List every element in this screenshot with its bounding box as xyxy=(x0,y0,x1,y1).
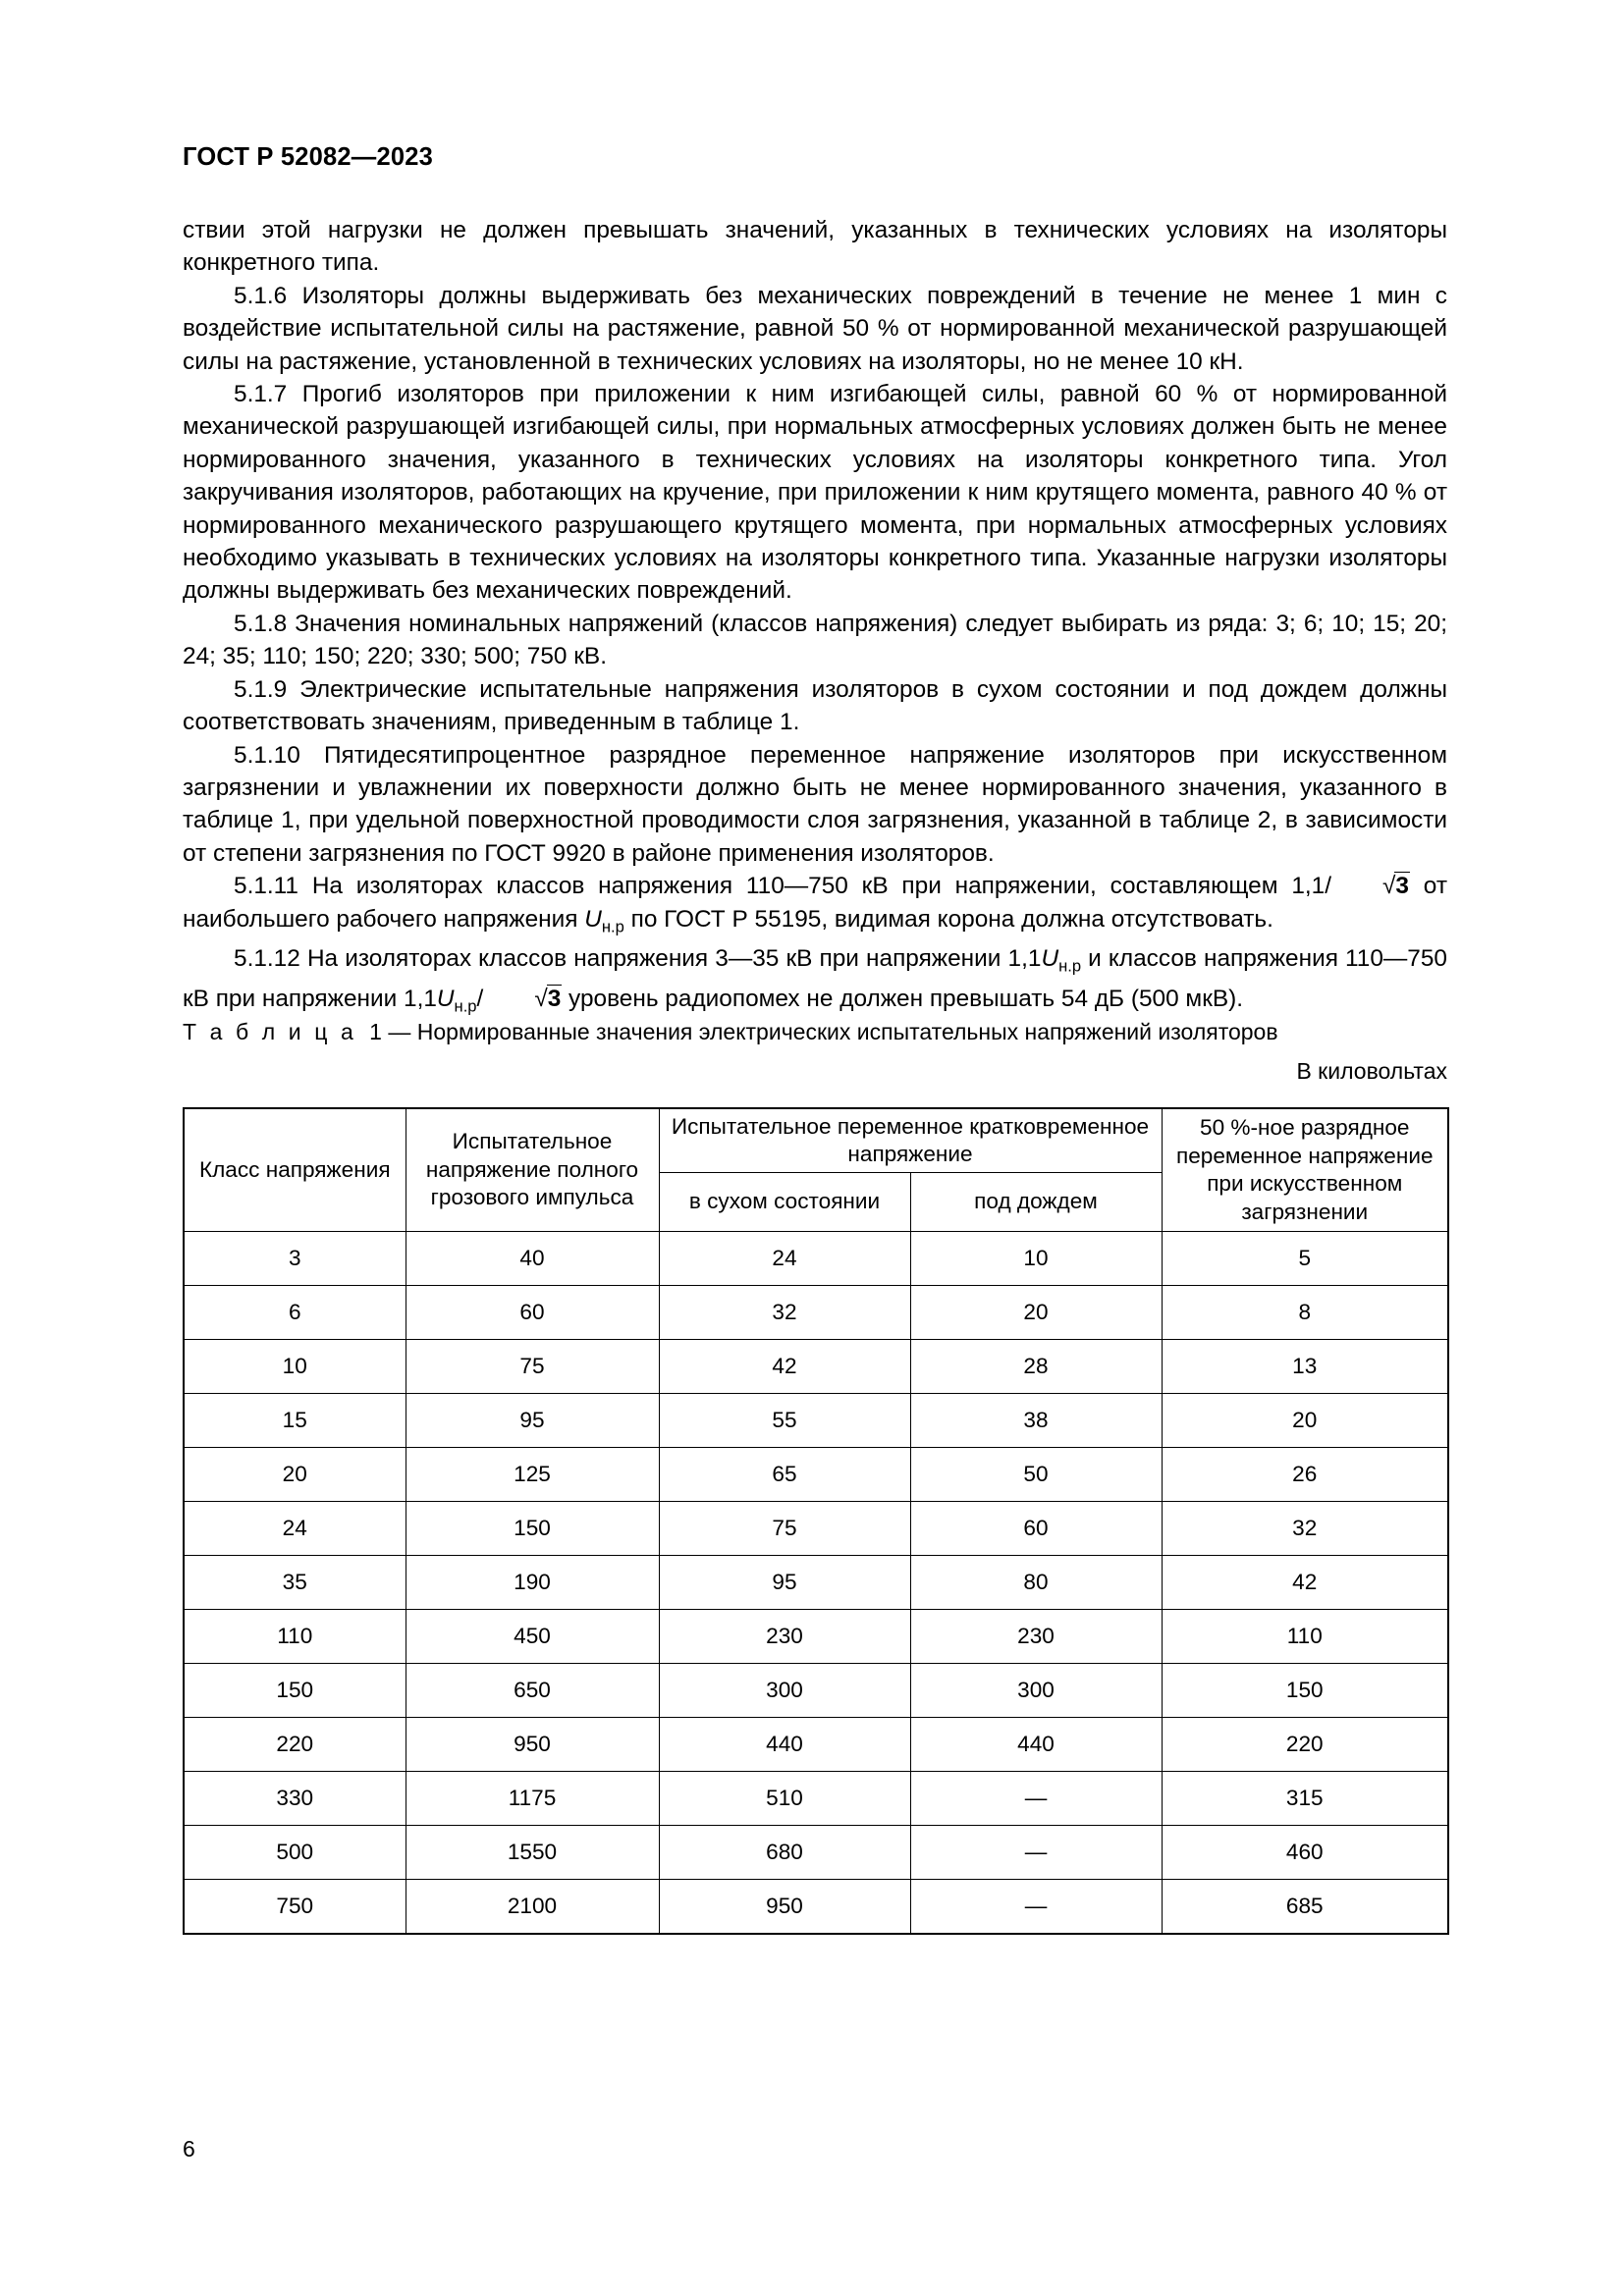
cell-dry: 42 xyxy=(659,1340,910,1394)
variable-symbol: U xyxy=(584,905,602,933)
table-1 xyxy=(183,1107,1449,1935)
header-impulse-voltage: Испытательное напряжение полного грозового импульса xyxy=(406,1108,659,1232)
para-5-1-12-text-1: 5.1.12 На изоляторах классов напряжения 3—35 кВ при напряжении 1,1 xyxy=(234,945,1042,973)
cell-pollution: 110 xyxy=(1162,1610,1448,1664)
page-number: 6 xyxy=(183,2136,195,2162)
paragraph-5-1-10: 5.1.10 Пятидесятипроцентное разрядное переменное напряжение изоляторов при искусственном загрязнении и увлажнении их поверхности должно быть не менее нормированного значения, указанного в таблице 1, при удельной поверхностной проводимости слоя загрязнения, указанной в таблице 2, в зависимости от степени загрязнения по ГОСТ 9920 в районе применения изоляторов. xyxy=(183,741,1447,867)
cell-pollution: 32 xyxy=(1162,1502,1448,1556)
cell-impulse: 95 xyxy=(406,1394,659,1448)
cell-rain: 20 xyxy=(910,1286,1162,1340)
cell-klass: 6 xyxy=(184,1286,406,1340)
table-row xyxy=(184,1232,1448,1286)
cell-pollution: 315 xyxy=(1162,1772,1448,1826)
cell-rain: — xyxy=(910,1880,1162,1935)
paragraph-5-1-6: 5.1.6 Изоляторы должны выдерживать без механических повреждений в течение не менее 1 мин с воздействие испытательной силы на растяжение, равной 50 % от нормированной механической разрушающей силы на растяжение, установленной в технических условиях на изоляторы, но не менее 10 кН. xyxy=(183,282,1447,375)
cell-impulse: 1550 xyxy=(406,1826,659,1880)
cell-impulse: 2100 xyxy=(406,1880,659,1935)
paragraph-5-1-8: 5.1.8 Значения номинальных напряжений (классов напряжения) следует выбирать из ряда: 3; 6; 10; 15; 20; 24; 35; 110; 150; 220; 330; 500; 750 кВ. xyxy=(183,610,1447,670)
cell-klass: 150 xyxy=(184,1664,406,1718)
cell-klass: 500 xyxy=(184,1826,406,1880)
cell-pollution: 26 xyxy=(1162,1448,1448,1502)
cell-impulse: 950 xyxy=(406,1718,659,1772)
header-under-rain: под дождем xyxy=(910,1173,1162,1232)
table-caption-number: 1 xyxy=(369,1019,382,1044)
division-slash: / xyxy=(476,985,484,1012)
cell-rain: 80 xyxy=(910,1556,1162,1610)
cell-klass: 330 xyxy=(184,1772,406,1826)
cell-dry: 510 xyxy=(659,1772,910,1826)
cell-pollution: 685 xyxy=(1162,1880,1448,1935)
cell-impulse: 650 xyxy=(406,1664,659,1718)
cell-dry: 32 xyxy=(659,1286,910,1340)
cell-rain: 440 xyxy=(910,1718,1162,1772)
cell-klass: 3 xyxy=(184,1232,406,1286)
paragraph-5-1-11 xyxy=(183,870,1447,942)
table-row xyxy=(184,1772,1448,1826)
cell-klass: 110 xyxy=(184,1610,406,1664)
cell-klass: 24 xyxy=(184,1502,406,1556)
para-5-1-12-text-3: уровень радиопомех не должен превышать 54 дБ (500 мкВ). xyxy=(562,985,1244,1012)
cell-rain: — xyxy=(910,1826,1162,1880)
cell-rain: — xyxy=(910,1772,1162,1826)
table-caption-number-wrap xyxy=(356,1019,1277,1044)
variable-u-nr-first xyxy=(1041,945,1082,976)
table-header-row-1 xyxy=(184,1108,1448,1173)
paragraph-5-1-9: 5.1.9 Электрические испытательные напряжения изоляторов в сухом состоянии и под дождем должны соответствовать значениям, приведенным в таблице 1. xyxy=(183,675,1447,736)
table-row xyxy=(184,1664,1448,1718)
sqrt-radicand: 3 xyxy=(547,985,562,1012)
sqrt-three-inline: √3 xyxy=(534,985,562,1012)
table-row xyxy=(184,1394,1448,1448)
cell-pollution: 20 xyxy=(1162,1394,1448,1448)
table-row xyxy=(184,1826,1448,1880)
cell-pollution: 8 xyxy=(1162,1286,1448,1340)
table-row xyxy=(184,1556,1448,1610)
header-dry-condition: в сухом состоянии xyxy=(659,1173,910,1232)
variable-symbol: U xyxy=(436,985,455,1012)
para-5-1-11-text-3: по ГОСТ Р 55195, видимая корона должна отсутствовать. xyxy=(623,905,1273,933)
cell-dry: 440 xyxy=(659,1718,910,1772)
cell-pollution: 460 xyxy=(1162,1826,1448,1880)
variable-subscript: н.р xyxy=(601,916,624,935)
table-head xyxy=(184,1108,1448,1232)
cell-rain: 38 xyxy=(910,1394,1162,1448)
paragraph-continuation: ствии этой нагрузки не должен превышать значений, указанных в технических условиях на изоляторы конкретного типа. xyxy=(183,217,1447,277)
paragraph-5-1-7: 5.1.7 Прогиб изоляторов при приложении к ним изгибающей силы, равной 60 % от нормированной механической разрушающей изгибающей силы, при нормальных атмосферных условиях должен быть не менее нормированного значения, указанного в технических условиях на изоляторы конкретного типа. Угол закручивания изоляторов, работающих на кручение, при приложении к ним крутящего момента, равного 40 % от нормированного механического разрушающего крутящего момента, при нормальных атмосферных условиях необходимо указывать в технических условиях на изоляторы конкретного типа. Указанные нагрузки изоляторы должны выдерживать без механических повреждений. xyxy=(183,381,1447,605)
cell-impulse: 40 xyxy=(406,1232,659,1286)
variable-subscript: н.р xyxy=(454,996,477,1016)
table-caption-title: Нормированные значения электрических испытательных напряжений изоляторов xyxy=(416,1019,1278,1044)
paragraph-5-1-12 xyxy=(183,942,1447,1022)
table-row xyxy=(184,1502,1448,1556)
table-units-note xyxy=(183,1058,1447,1085)
units-text: В киловольтах xyxy=(1296,1058,1447,1084)
cell-klass: 20 xyxy=(184,1448,406,1502)
cell-dry: 230 xyxy=(659,1610,910,1664)
variable-u-nr xyxy=(584,906,624,933)
table-row xyxy=(184,1880,1448,1935)
table-row xyxy=(184,1448,1448,1502)
cell-impulse: 190 xyxy=(406,1556,659,1610)
cell-klass: 750 xyxy=(184,1880,406,1935)
table-caption-label: Т а б л и ц а xyxy=(183,1019,357,1044)
cell-dry: 65 xyxy=(659,1448,910,1502)
cell-dry: 300 xyxy=(659,1664,910,1718)
cell-impulse: 150 xyxy=(406,1502,659,1556)
cell-dry: 55 xyxy=(659,1394,910,1448)
cell-rain: 230 xyxy=(910,1610,1162,1664)
cell-rain: 60 xyxy=(910,1502,1162,1556)
cell-klass: 15 xyxy=(184,1394,406,1448)
cell-klass: 35 xyxy=(184,1556,406,1610)
cell-impulse: 125 xyxy=(406,1448,659,1502)
table-row xyxy=(184,1718,1448,1772)
cell-rain: 28 xyxy=(910,1340,1162,1394)
cell-impulse: 75 xyxy=(406,1340,659,1394)
cell-pollution: 150 xyxy=(1162,1664,1448,1718)
para-5-1-11-text-1: 5.1.11 На изоляторах классов напряжения 110—750 кВ при напряжении, составляющем 1,1/ xyxy=(234,873,1332,900)
sqrt-three-inline: √3 xyxy=(1382,873,1409,900)
variable-subscript: н.р xyxy=(1058,956,1082,976)
table-1-wrapper xyxy=(183,1107,1447,1935)
table-caption xyxy=(183,1017,1447,1046)
cell-pollution: 220 xyxy=(1162,1718,1448,1772)
cell-dry: 680 xyxy=(659,1826,910,1880)
para-5-1-12-text-2: и классов напряжения 110—750 кВ при напряжении 1,1 xyxy=(183,945,1447,1012)
para-5-1-11-text-2: от наибольшего рабочего напряжения xyxy=(183,873,1447,933)
cell-pollution: 13 xyxy=(1162,1340,1448,1394)
cell-dry: 95 xyxy=(659,1556,910,1610)
table-body xyxy=(184,1232,1448,1935)
cell-impulse: 450 xyxy=(406,1610,659,1664)
cell-dry: 75 xyxy=(659,1502,910,1556)
cell-dry: 24 xyxy=(659,1232,910,1286)
cell-klass: 220 xyxy=(184,1718,406,1772)
cell-klass: 10 xyxy=(184,1340,406,1394)
cell-impulse: 1175 xyxy=(406,1772,659,1826)
table-caption-dash: — xyxy=(388,1019,411,1044)
body-text xyxy=(183,214,1447,1023)
cell-rain: 50 xyxy=(910,1448,1162,1502)
header-group-ac-short-time: Испытательное переменное кратковременное напряжение xyxy=(659,1108,1162,1173)
cell-dry: 950 xyxy=(659,1880,910,1935)
table-row xyxy=(184,1610,1448,1664)
header-klass-napryazheniya: Класс напряжения xyxy=(184,1108,406,1232)
variable-symbol: U xyxy=(1041,945,1059,973)
cell-rain: 10 xyxy=(910,1232,1162,1286)
table-row xyxy=(184,1286,1448,1340)
cell-pollution: 5 xyxy=(1162,1232,1448,1286)
running-head: ГОСТ Р 52082—2023 xyxy=(183,143,434,171)
table-row xyxy=(184,1340,1448,1394)
sqrt-radicand: 3 xyxy=(1395,873,1409,900)
cell-rain: 300 xyxy=(910,1664,1162,1718)
header-pollution-flashover: 50 %-ное разрядное переменное напряжение при искусственном загрязнении xyxy=(1162,1108,1448,1232)
cell-impulse: 60 xyxy=(406,1286,659,1340)
cell-pollution: 42 xyxy=(1162,1556,1448,1610)
variable-u-nr-second xyxy=(436,985,477,1016)
